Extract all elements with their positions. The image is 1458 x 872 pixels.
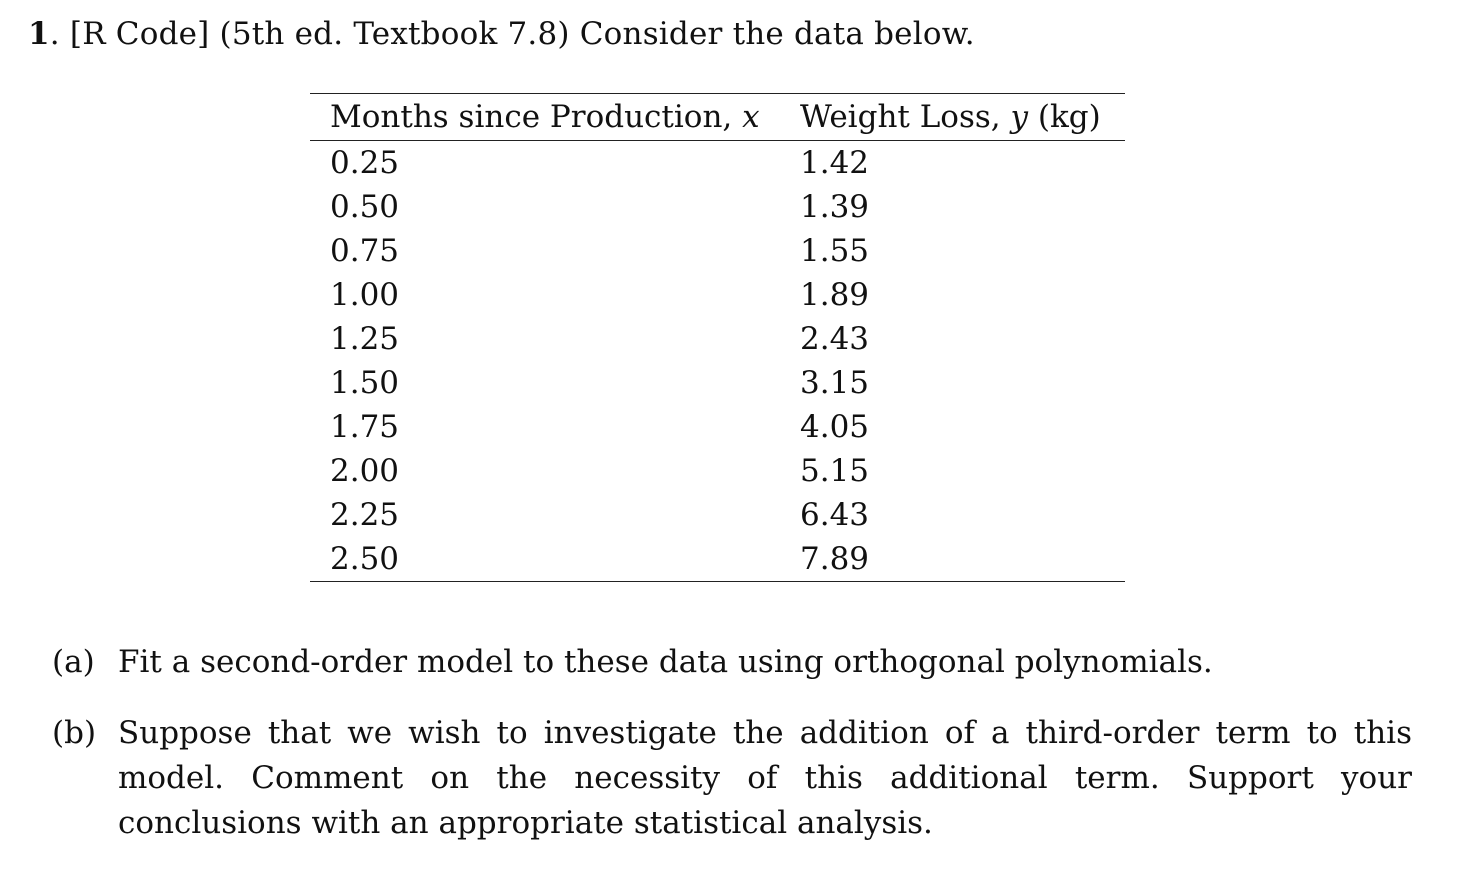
table-row: [310, 493, 1125, 537]
cell-y: 4.05: [800, 409, 870, 445]
cell-x: 2.50: [330, 541, 400, 577]
table-row: [310, 405, 1125, 449]
part-b-label: (b): [52, 715, 97, 751]
cell-y: 1.89: [800, 277, 870, 313]
table-row: [310, 537, 1125, 582]
cell-y: 1.39: [800, 189, 870, 225]
data-table: [310, 93, 1125, 582]
problem-instruction: Consider the data below.: [579, 16, 975, 52]
problem-source: (5th ed. Textbook 7.8): [219, 16, 570, 52]
part-a-label: (a): [52, 644, 95, 680]
table-header-row: [310, 94, 1125, 141]
part-b: [52, 711, 1412, 846]
problem-tag: [R Code]: [69, 16, 210, 52]
problem-number: 1: [28, 16, 50, 52]
x-variable: x: [742, 99, 760, 135]
cell-x: 2.00: [330, 453, 400, 489]
cell-y: 3.15: [800, 365, 870, 401]
cell-y: 5.15: [800, 453, 870, 489]
cell-x: 2.25: [330, 497, 400, 533]
cell-x: 1.75: [330, 409, 400, 445]
cell-x: 1.50: [330, 365, 400, 401]
y-variable: y: [1010, 99, 1029, 135]
problem-number-dot: .: [49, 16, 60, 52]
table-row: [310, 317, 1125, 361]
table-row: [310, 185, 1125, 229]
problem-parts: [52, 640, 1412, 872]
part-a: [52, 640, 1412, 685]
table-row: [310, 141, 1125, 186]
cell-x: 1.25: [330, 321, 400, 357]
cell-y: 2.43: [800, 321, 870, 357]
cell-y: 6.43: [800, 497, 870, 533]
cell-x: 1.00: [330, 277, 400, 313]
header-weight-loss: Weight Loss, y (kg): [800, 99, 1101, 135]
table-row: [310, 273, 1125, 317]
cell-x: 0.25: [330, 145, 400, 181]
cell-y: 7.89: [800, 541, 870, 577]
cell-y: 1.55: [800, 233, 870, 269]
part-b-text: Suppose that we wish to investigate the addition of a third-order term to this model. Comment on the necessity of this additional term. Support your conclusions with an appropriate statistical analysis.: [118, 715, 1412, 841]
table-body: [310, 141, 1125, 582]
cell-x: 0.50: [330, 189, 400, 225]
cell-y: 1.42: [800, 145, 870, 181]
problem-statement: [28, 16, 975, 52]
cell-x: 0.75: [330, 233, 400, 269]
table-row: [310, 449, 1125, 493]
part-a-text: Fit a second-order model to these data using orthogonal polynomials.: [118, 644, 1213, 680]
table-row: [310, 361, 1125, 405]
table-row: [310, 229, 1125, 273]
header-months-since-production: Months since Production, x: [330, 99, 760, 135]
